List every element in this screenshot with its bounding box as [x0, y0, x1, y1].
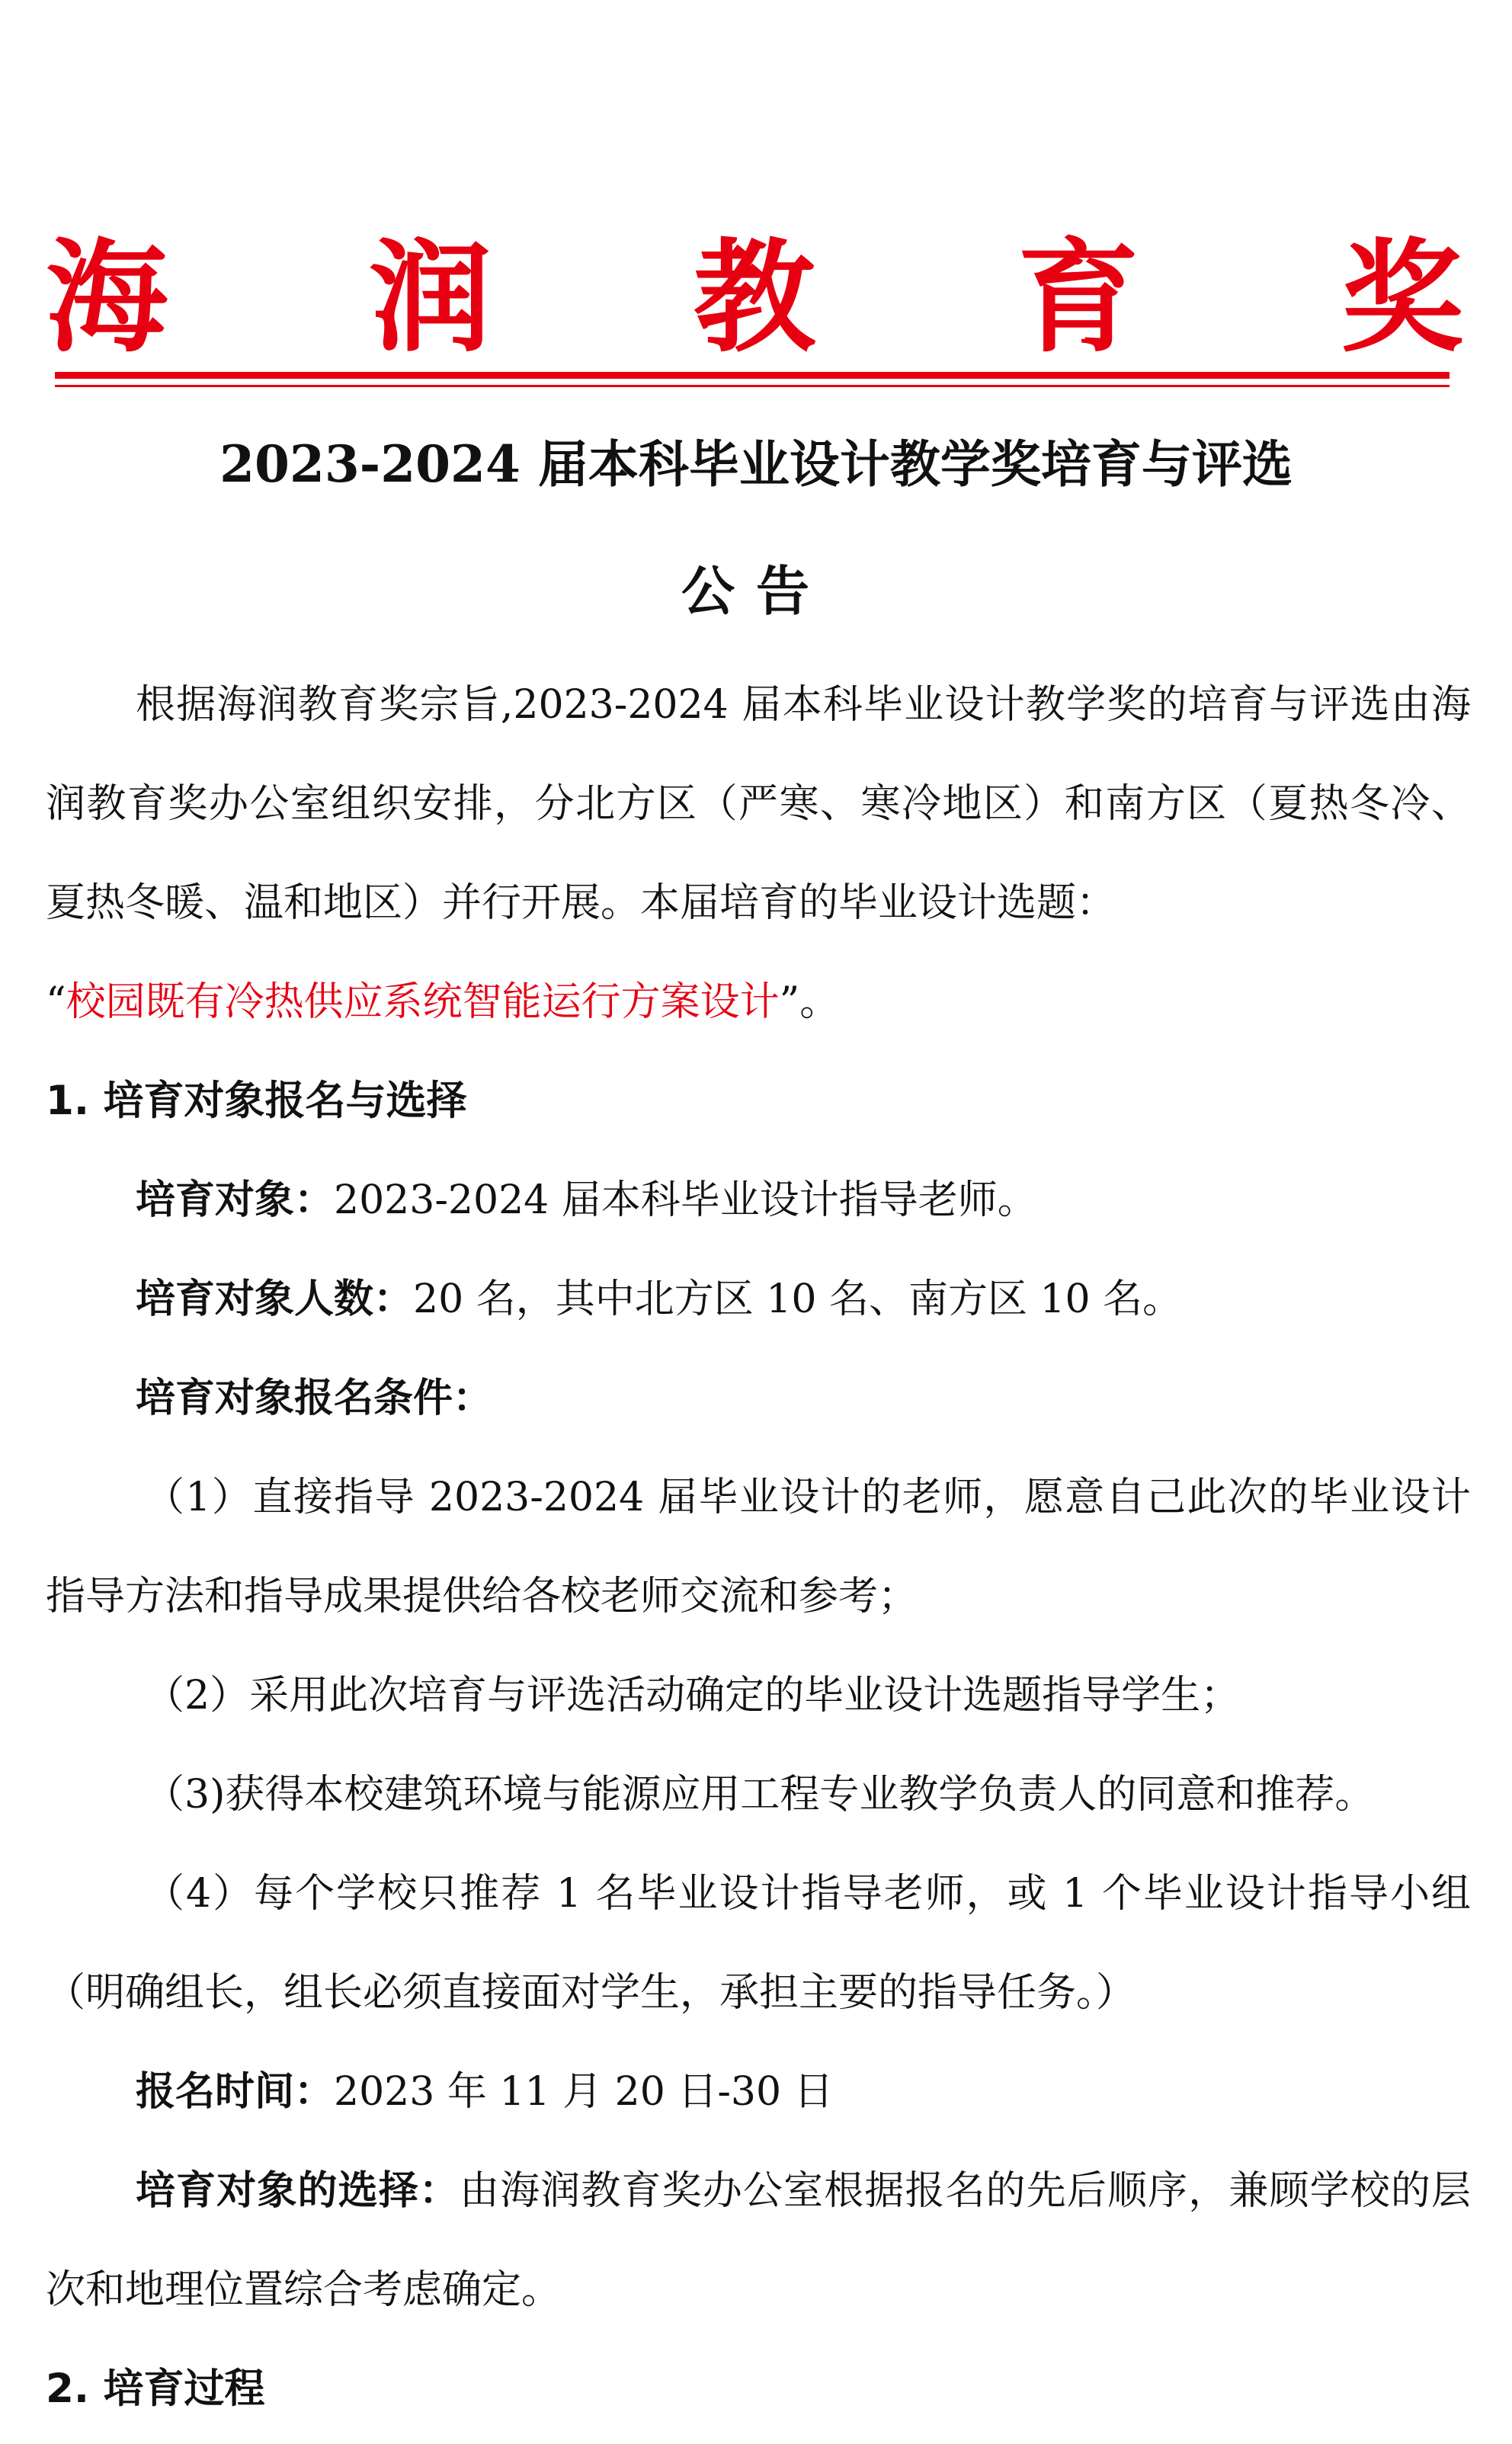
masthead — [46, 226, 1463, 369]
masthead-char: 育 — [1017, 226, 1139, 369]
condition-item: （3)获得本校建筑环境与能源应用工程专业教学负责人的同意和推荐。 — [145, 1772, 1375, 1818]
quote-close: ”。 — [779, 979, 840, 1025]
conditions-line — [46, 1349, 1471, 1448]
selection-value: 由海润教育奖办公室根据报名的先后顺序，兼顾学校的层次和地理位置综合考虑确定。 — [46, 2168, 1471, 2313]
selection-label: 培育对象的选择： — [136, 2168, 460, 2214]
intro-paragraph — [46, 655, 1471, 953]
topic-line — [46, 953, 1471, 1052]
target-label: 培育对象： — [136, 1177, 335, 1223]
design-topic: 校园既有冷热供应系统智能运行方案设计 — [66, 979, 780, 1025]
conditions-label: 培育对象报名条件： — [136, 1376, 493, 1421]
masthead-char: 润 — [369, 226, 492, 369]
count-label: 培育对象人数： — [136, 1276, 414, 1322]
masthead-rule-thick — [55, 372, 1450, 379]
document-title: 2023-2024 届本科毕业设计教学奖培育与评选 — [219, 434, 1293, 494]
document-body — [46, 655, 1471, 2439]
count-line — [46, 1250, 1471, 1349]
quote-open: “ — [46, 979, 66, 1025]
document-subtitle: 公告 — [681, 560, 831, 623]
selection-line — [46, 2141, 1471, 2340]
time-value: 2023 年 11 月 20 日-30 日 — [334, 2069, 834, 2115]
time-line — [46, 2042, 1471, 2141]
section-1-heading: 1. 培育对象报名与选择 — [46, 1078, 467, 1124]
section-2-heading: 2. 培育过程 — [46, 2366, 265, 2412]
condition-item: （4）每个学校只推荐 1 名毕业设计指导老师，或 1 个毕业设计指导小组（明确组长，组长必须直接面对学生，承担主要的指导任务。） — [46, 1871, 1471, 2016]
condition-item: （1）直接指导 2023-2024 届毕业设计的老师，愿意自己此次的毕业设计指导方法和指导成果提供给各校老师交流和参考； — [46, 1475, 1471, 1619]
target-line — [46, 1151, 1471, 1250]
masthead-rule-thin — [55, 385, 1450, 387]
target-value: 2023-2024 届本科毕业设计指导老师。 — [334, 1177, 1037, 1223]
masthead-char: 奖 — [1341, 226, 1463, 369]
time-label: 报名时间： — [136, 2069, 335, 2115]
condition-item: （2）采用此次培育与评选活动确定的毕业设计选题指导学生； — [145, 1673, 1241, 1718]
masthead-char: 教 — [693, 226, 815, 369]
masthead-char: 海 — [46, 226, 168, 369]
intro-text: 根据海润教育奖宗旨,2023-2024 届本科毕业设计教学奖的培育与评选由海润教育奖办公室组织安排，分北方区（严寒、寒冷地区）和南方区（夏热冬冷、夏热冬暖、温和地区）并行开展。本届培育的毕业设计选题： — [46, 682, 1471, 926]
count-value: 20 名，其中北方区 10 名、南方区 10 名。 — [413, 1276, 1183, 1322]
